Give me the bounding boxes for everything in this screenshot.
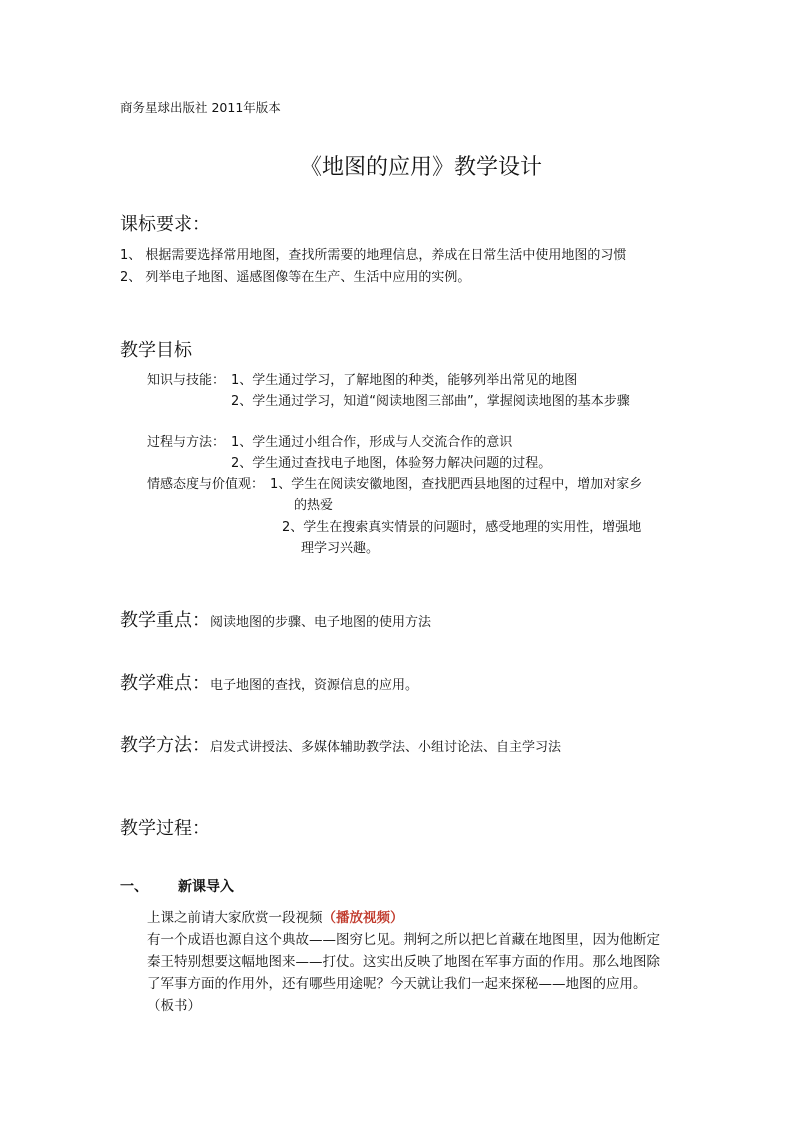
key-points-heading: 教学重点：	[120, 610, 210, 631]
intro-line-1-text: 上课之前请大家欣赏一段视频	[147, 910, 323, 926]
knowledge-label: 知识与技能：	[147, 373, 226, 388]
curriculum-item-1: 1、 根据需要选择常用地图，查找所需要的地理信息，养成在日常生活中使用地图的习惯	[120, 248, 627, 263]
goals-heading: 教学目标	[120, 340, 192, 361]
process-item-1: 1、学生通过小组合作，形成与人交流合作的意识	[231, 435, 513, 450]
page-title: 《地图的应用》教学设计	[300, 155, 543, 180]
play-video-highlight: （播放视频）	[322, 910, 404, 926]
key-points-row	[120, 606, 431, 632]
intro-line-4: 了军事方面的作用外，还有哪些用途呢？今天就让我们一起来探秘——地图的应用。	[147, 976, 647, 992]
intro-line-3: 秦王特别想要这幅地图来——打仗。这实出反映了地图在军事方面的作用。那么地图除	[147, 954, 660, 970]
intro-line-1	[147, 908, 404, 928]
difficulties-text: 电子地图的查找，资源信息的应用。	[210, 678, 419, 693]
emotion-item-1-line-1: 1、学生在阅读安徽地图，查找肥西县地图的过程中，增加对家乡	[270, 477, 643, 492]
methods-heading: 教学方法：	[120, 735, 210, 756]
process-heading: 教学过程：	[120, 818, 210, 839]
publisher-line: 商务星球出版社 2011年版本	[120, 100, 281, 115]
section-1-title: 新课导入	[178, 879, 234, 895]
section-1-number: 一、	[120, 879, 148, 895]
curriculum-heading: 课标要求：	[120, 214, 210, 235]
curriculum-item-2: 2、 列举电子地图、遥感图像等在生产、生活中应用的实例。	[120, 270, 471, 285]
difficulties-row	[120, 669, 418, 695]
emotion-label: 情感态度与价值观：	[147, 477, 265, 492]
emotion-item-1-line-2: 的热爱	[294, 498, 334, 513]
intro-line-2: 有一个成语也源自这个典故——图穷匕见。荆轲之所以把匕首藏在地图里，因为他断定	[147, 932, 660, 948]
process-label: 过程与方法：	[147, 435, 226, 450]
process-item-2: 2、学生通过查找电子地图，体验努力解决问题的过程。	[231, 456, 552, 471]
methods-row	[120, 731, 561, 757]
methods-text: 启发式讲授法、多媒体辅助教学法、小组讨论法、自主学习法	[210, 740, 562, 755]
intro-line-5: （板书）	[147, 998, 201, 1014]
difficulties-heading: 教学难点：	[120, 673, 210, 694]
key-points-text: 阅读地图的步骤、电子地图的使用方法	[210, 615, 432, 630]
knowledge-item-2: 2、学生通过学习，知道“阅读地图三部曲”，掌握阅读地图的基本步骤	[231, 394, 630, 409]
emotion-item-2-line-1: 2、学生在搜索真实情景的问题时，感受地理的实用性，增强地	[282, 520, 642, 535]
knowledge-item-1: 1、学生通过学习，了解地图的种类，能够列举出常见的地图	[231, 373, 578, 388]
emotion-item-2-line-2: 理学习兴趣。	[301, 541, 380, 556]
